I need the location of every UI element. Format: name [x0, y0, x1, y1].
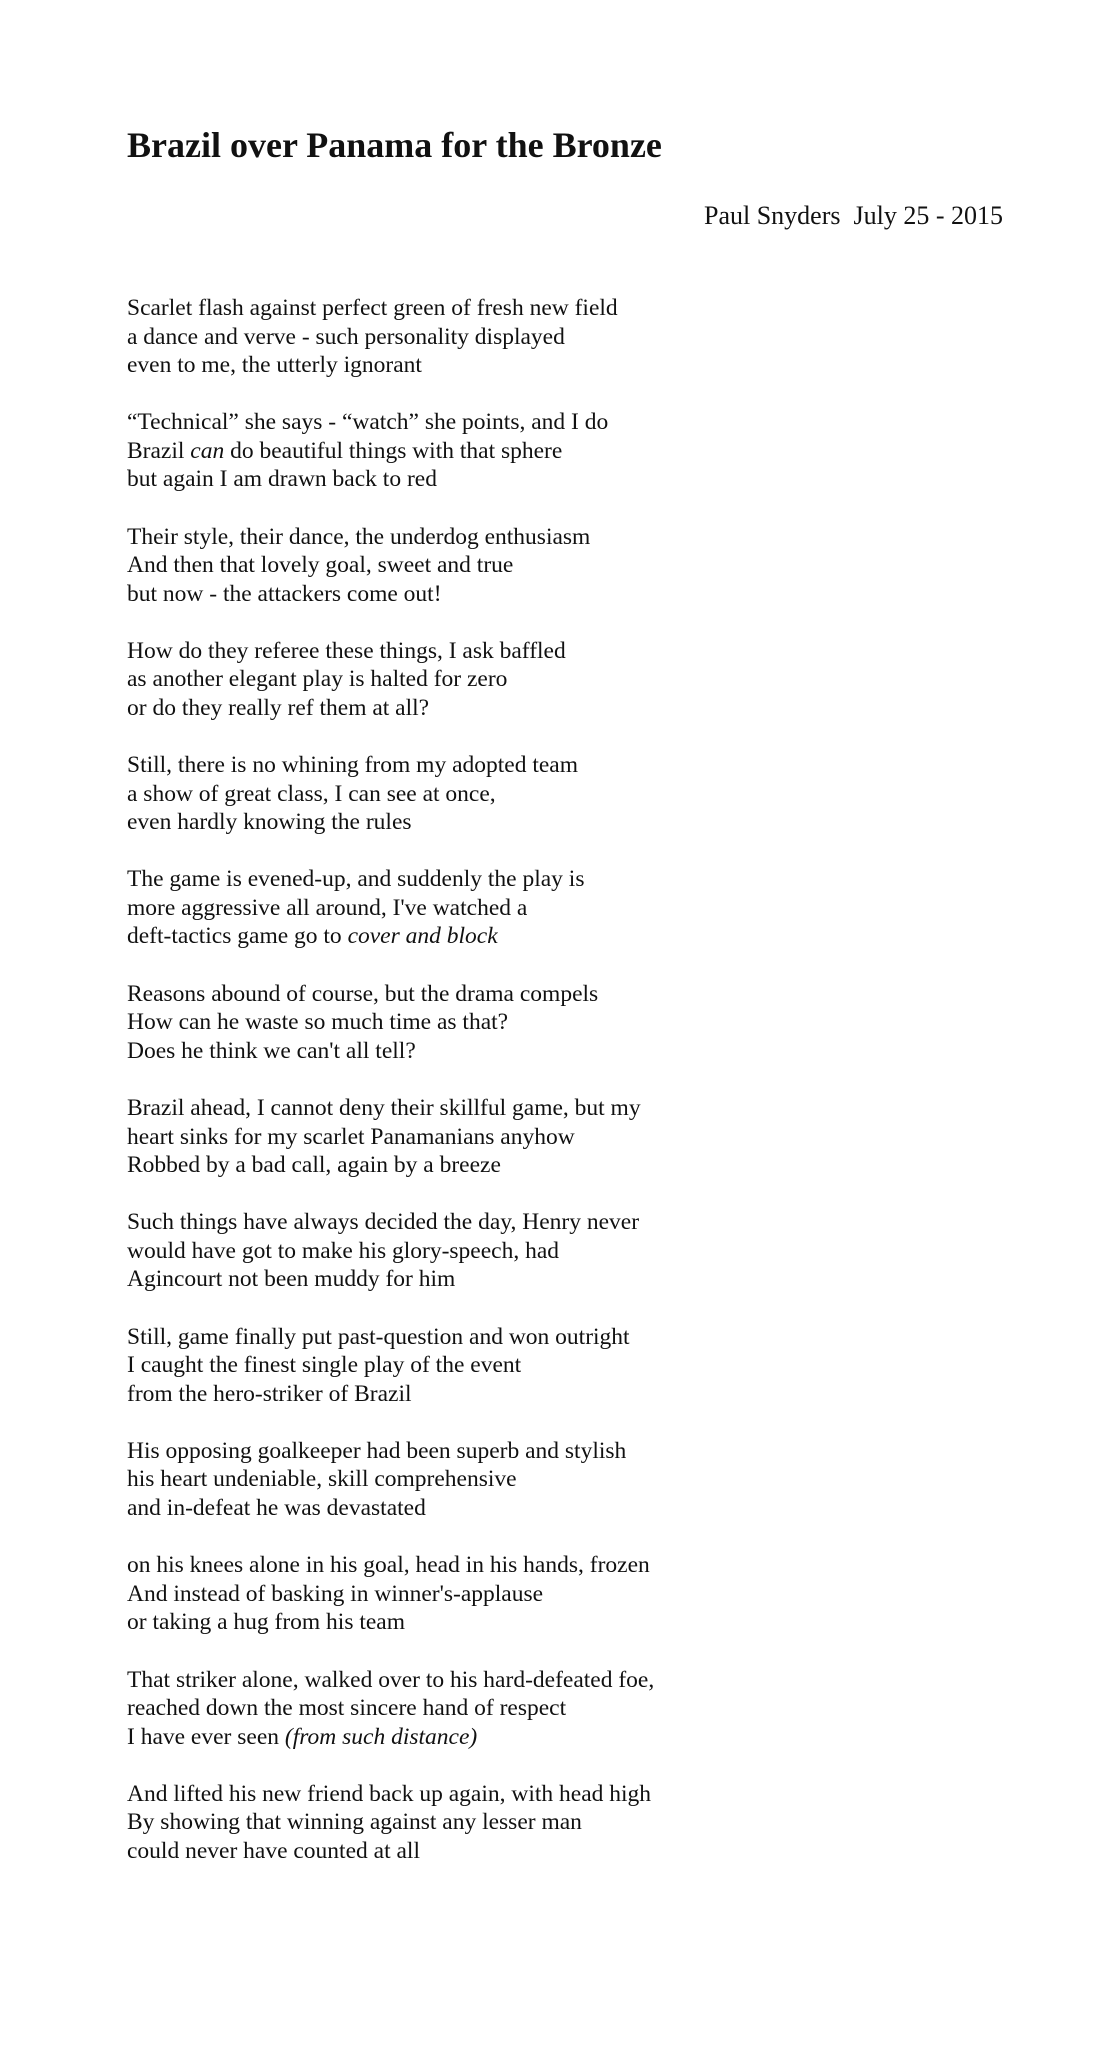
- italic-text: cover and block: [347, 923, 498, 950]
- line-text: from the hero-striker of Brazil: [127, 1380, 412, 1407]
- poem-line: [127, 865, 1027, 894]
- poem-line: [127, 1123, 1027, 1152]
- poem-line: [127, 1694, 1027, 1723]
- poem-line: [127, 1780, 1027, 1809]
- line-text: Robbed by a bad call, again by a breeze: [127, 1152, 501, 1179]
- poem-stanza: [127, 294, 1027, 380]
- poem-line: [127, 808, 1027, 837]
- line-text: Scarlet flash against perfect green of fresh new field: [127, 295, 618, 321]
- poem-line: [127, 780, 1027, 809]
- line-text: How can he waste so much time as that?: [127, 1009, 509, 1036]
- poem-line: [127, 351, 1027, 380]
- author-date-byline: Paul Snyders July 25 - 2015: [704, 201, 1003, 230]
- line-text: even to me, the utterly ignorant: [127, 352, 422, 378]
- poem-stanza: [127, 1666, 1027, 1752]
- poem-stanza: [127, 408, 1027, 494]
- poem-line: [127, 1580, 1027, 1609]
- poem-stanza: [127, 980, 1027, 1066]
- line-text: and in-defeat he was devastated: [127, 1494, 426, 1521]
- poem-line: [127, 894, 1027, 923]
- line-text: Reasons abound of course, but the drama compels: [127, 980, 599, 1007]
- line-text: his heart undeniable, skill comprehensive: [127, 1466, 517, 1493]
- line-text: His opposing goalkeeper had been superb and stylish: [127, 1437, 627, 1464]
- line-text: “Technical” she says - “watch” she points, and I do: [127, 409, 609, 436]
- poem-line: [127, 1380, 1027, 1409]
- line-text: as another elegant play is halted for zero: [127, 666, 508, 693]
- line-text: would have got to make his glory-speech, had: [127, 1237, 560, 1264]
- line-text: By showing that winning against any lesser man: [127, 1809, 582, 1836]
- poem-line: [127, 294, 1027, 323]
- poem-line: [127, 751, 1027, 780]
- poem-stanza: [127, 1208, 1027, 1294]
- poem-line: [127, 1494, 1027, 1523]
- poem-line: [127, 408, 1027, 437]
- line-text: or taking a hug from his team: [127, 1609, 406, 1636]
- line-text: but now - the attackers come out!: [127, 580, 442, 607]
- poem-line: [127, 1551, 1027, 1580]
- poem-line: [127, 551, 1027, 580]
- line-text: How do they referee these things, I ask baffled: [127, 637, 566, 664]
- poem-line: [127, 1151, 1027, 1180]
- line-text: And then that lovely goal, sweet and true: [127, 552, 514, 579]
- line-text: a show of great class, I can see at once,: [127, 780, 496, 807]
- poem-line: [127, 1094, 1027, 1123]
- poem-line: [127, 323, 1027, 352]
- line-text: more aggressive all around, I've watched a: [127, 894, 528, 921]
- line-text: Still, game finally put past-question and won outright: [127, 1323, 630, 1350]
- poem-line: [127, 523, 1027, 552]
- line-text: Their style, their dance, the underdog enthusiasm: [127, 523, 591, 550]
- poem-stanza: [127, 637, 1027, 723]
- line-text: reached down the most sincere hand of respect: [127, 1695, 567, 1722]
- line-text: Brazil ahead, I cannot deny their skillful game, but my: [127, 1095, 641, 1122]
- poem-line: [127, 694, 1027, 723]
- italic-text: (from such distance): [284, 1723, 478, 1750]
- poem-line: [127, 1323, 1027, 1352]
- poem-line: [127, 1608, 1027, 1637]
- line-text: do beautiful things with that sphere: [224, 437, 563, 464]
- poem-line: [127, 922, 1027, 951]
- poem-line: [127, 637, 1027, 666]
- poem-stanza: [127, 1094, 1027, 1180]
- poem-line: [127, 665, 1027, 694]
- line-text: even hardly knowing the rules: [127, 809, 412, 836]
- poem-line: [127, 465, 1027, 494]
- line-text: Agincourt not been muddy for him: [127, 1266, 456, 1293]
- poem-line: [127, 980, 1027, 1009]
- line-text: deft-tactics game go to: [127, 923, 348, 950]
- poem-line: [127, 1666, 1027, 1695]
- poem-stanza: [127, 1551, 1027, 1637]
- poem-stanza: [127, 865, 1027, 951]
- line-text: And instead of basking in winner's-applause: [127, 1580, 544, 1607]
- poem-title: Brazil over Panama for the Bronze: [127, 125, 662, 165]
- line-text: a dance and verve - such personality displayed: [127, 323, 565, 350]
- poem-line: [127, 1351, 1027, 1380]
- poem-line: [127, 437, 1027, 466]
- poem-line: [127, 1465, 1027, 1494]
- line-text: Still, there is no whining from my adopted team: [127, 752, 578, 779]
- line-text: on his knees alone in his goal, head in his hands, frozen: [127, 1552, 650, 1579]
- poem-stanza: [127, 1323, 1027, 1409]
- poem-line: [127, 1265, 1027, 1294]
- line-text: I caught the finest single play of the event: [127, 1352, 522, 1379]
- line-text: That striker alone, walked over to his hard-defeated foe,: [127, 1666, 655, 1693]
- poem-stanza: [127, 1437, 1027, 1523]
- line-text: heart sinks for my scarlet Panamanians anyhow: [127, 1123, 575, 1150]
- line-text: And lifted his new friend back up again, with head high: [127, 1780, 652, 1807]
- line-text: or do they really ref them at all?: [127, 694, 430, 721]
- poem-line: [127, 1437, 1027, 1466]
- poem-line: [127, 1837, 1027, 1866]
- poem-stanza: [127, 523, 1027, 609]
- poem-line: [127, 1008, 1027, 1037]
- poem-stanza: [127, 1780, 1027, 1866]
- poem-line: [127, 1808, 1027, 1837]
- poem-line: [127, 1208, 1027, 1237]
- poem-line: [127, 580, 1027, 609]
- line-text: The game is evened-up, and suddenly the play is: [127, 866, 585, 893]
- line-text: I have ever seen: [127, 1723, 285, 1750]
- line-text: but again I am drawn back to red: [127, 466, 437, 493]
- poem-line: [127, 1723, 1027, 1752]
- line-text: could never have counted at all: [127, 1837, 420, 1864]
- line-text: Such things have always decided the day, Henry never: [127, 1209, 640, 1236]
- poem-line: [127, 1037, 1027, 1066]
- poem-body: [127, 294, 1027, 1894]
- poem-line: [127, 1237, 1027, 1266]
- poem-stanza: [127, 751, 1027, 837]
- line-text: Brazil: [127, 437, 191, 464]
- line-text: Does he think we can't all tell?: [127, 1037, 416, 1064]
- italic-text: can: [190, 437, 225, 464]
